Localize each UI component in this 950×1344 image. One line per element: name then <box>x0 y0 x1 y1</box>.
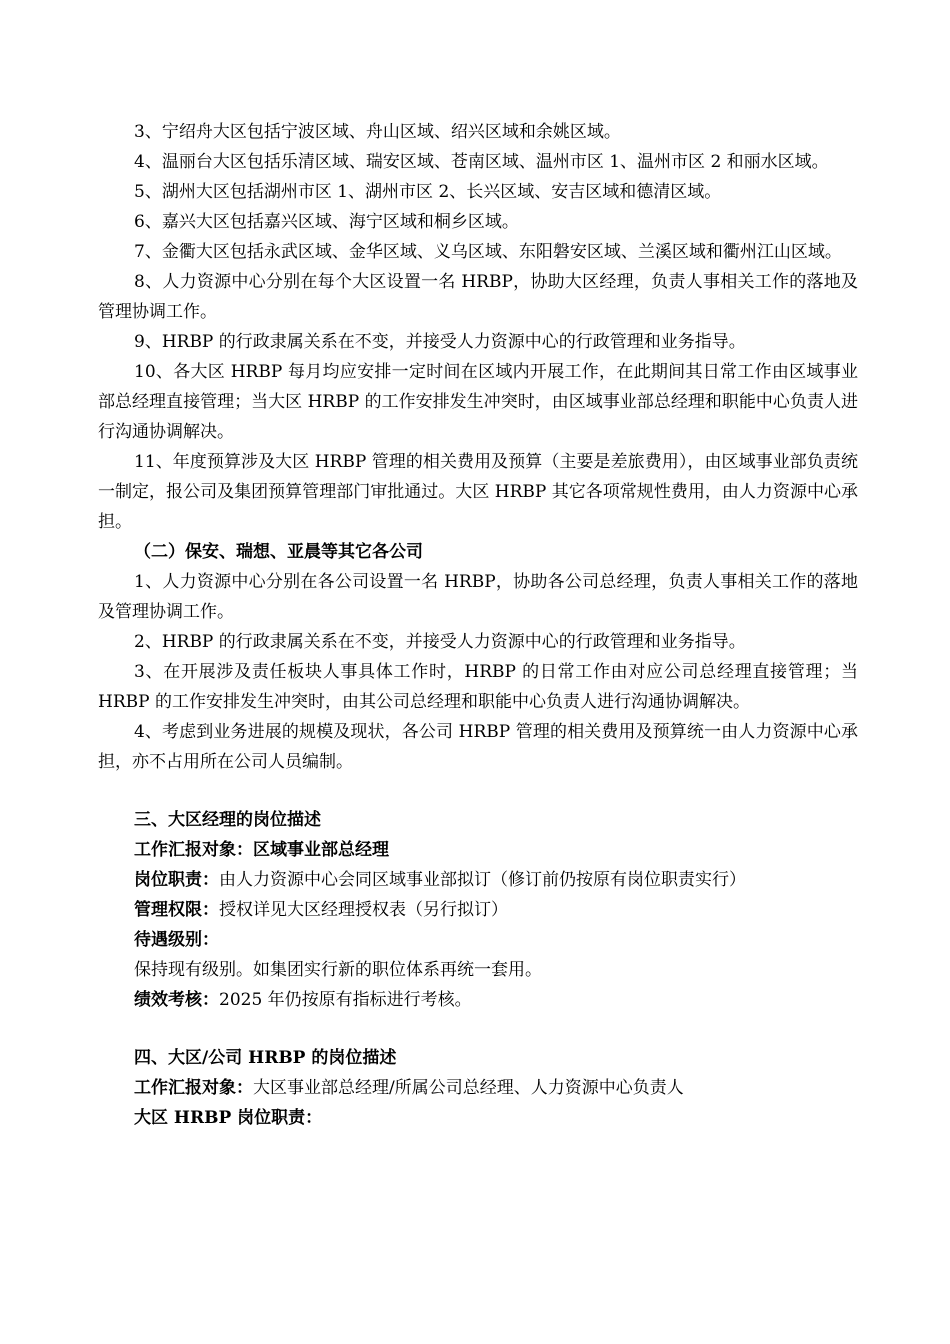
duty-heading: 大区 HRBP 岗位职责： <box>134 1108 323 1128</box>
section-heading: 三、大区经理的岗位描述 <box>134 810 321 830</box>
paragraph: 9、HRBP 的行政隶属关系在不变，并接受人力资源中心的行政管理和业务指导。 <box>134 332 746 352</box>
report-line: 工作汇报对象：区域事业部总经理 <box>134 840 389 860</box>
report-text: 大区事业部总经理/所属公司总经理、人力资源中心负责人 <box>253 1078 684 1098</box>
duty-label: 岗位职责： <box>134 870 219 890</box>
paragraph: 7、金衢大区包括永武区域、金华区域、义乌区域、东阳磐安区域、兰溪区域和衢州江山区域。 <box>134 242 842 262</box>
paragraph: 5、湖州大区包括湖州市区 1、湖州市区 2、长兴区域、安吉区域和德清区域。 <box>134 182 722 202</box>
level-label: 待遇级别： <box>134 930 219 950</box>
paragraph: 1、人力资源中心分别在各公司设置一名 HRBP，协助各公司总经理，负责人事相关工作的落地及管理协调工作。 <box>98 572 858 622</box>
duty-line <box>98 865 858 895</box>
section-heading: 四、大区/公司 HRBP 的岗位描述 <box>134 1048 397 1068</box>
authority-line <box>98 895 858 925</box>
perf-line <box>98 985 858 1015</box>
authority-text: 授权详见大区经理授权表（另行拟订） <box>219 900 508 920</box>
report-label: 工作汇报对象： <box>134 1078 253 1098</box>
spacer <box>98 777 858 805</box>
perf-text: 2025 年仍按原有指标进行考核。 <box>219 990 472 1010</box>
document-body <box>98 117 858 1133</box>
perf-label: 绩效考核： <box>134 990 219 1010</box>
level-text: 保持现有级别。如集团实行新的职位体系再统一套用。 <box>134 960 542 980</box>
paragraph: 3、在开展涉及责任板块人事具体工作时，HRBP 的日常工作由对应公司总经理直接管理；当 HRBP 的工作安排发生冲突时，由其公司总经理和职能中心负责人进行沟通协调解决。 <box>98 662 858 712</box>
paragraph: 4、考虑到业务进展的规模及现状，各公司 HRBP 管理的相关费用及预算统一由人力资源中心承担，亦不占用所在公司人员编制。 <box>98 722 858 772</box>
paragraph: 8、人力资源中心分别在每个大区设置一名 HRBP，协助大区经理，负责人事相关工作的落地及管理协调工作。 <box>98 272 858 322</box>
report-line <box>98 1073 858 1103</box>
spacer <box>98 1015 858 1043</box>
authority-label: 管理权限： <box>134 900 219 920</box>
level-line <box>98 925 858 955</box>
paragraph: 2、HRBP 的行政隶属关系在不变，并接受人力资源中心的行政管理和业务指导。 <box>134 632 746 652</box>
paragraph: 3、宁绍舟大区包括宁波区域、舟山区域、绍兴区域和余姚区域。 <box>134 122 621 142</box>
paragraph: 6、嘉兴大区包括嘉兴区域、海宁区域和桐乡区域。 <box>134 212 519 232</box>
subheading: （二）保安、瑞想、亚晨等其它各公司 <box>134 542 423 562</box>
paragraph: 10、各大区 HRBP 每月均应安排一定时间在区域内开展工作，在此期间其日常工作由区域事业部总经理直接管理；当大区 HRBP 的工作安排发生冲突时，由区域事业部总经理和职能中心负责人进行沟通协调解决。 <box>98 362 858 442</box>
paragraph: 4、温丽台大区包括乐清区域、瑞安区域、苍南区域、温州市区 1、温州市区 2 和丽水区域。 <box>134 152 829 172</box>
paragraph: 11、年度预算涉及大区 HRBP 管理的相关费用及预算（主要是差旅费用），由区域事业部负责统一制定，报公司及集团预算管理部门审批通过。大区 HRBP 其它各项常规性费用，由人力资源中心承担。 <box>98 452 858 532</box>
duty-text: 由人力资源中心会同区域事业部拟订（修订前仍按原有岗位职责实行） <box>219 870 746 890</box>
